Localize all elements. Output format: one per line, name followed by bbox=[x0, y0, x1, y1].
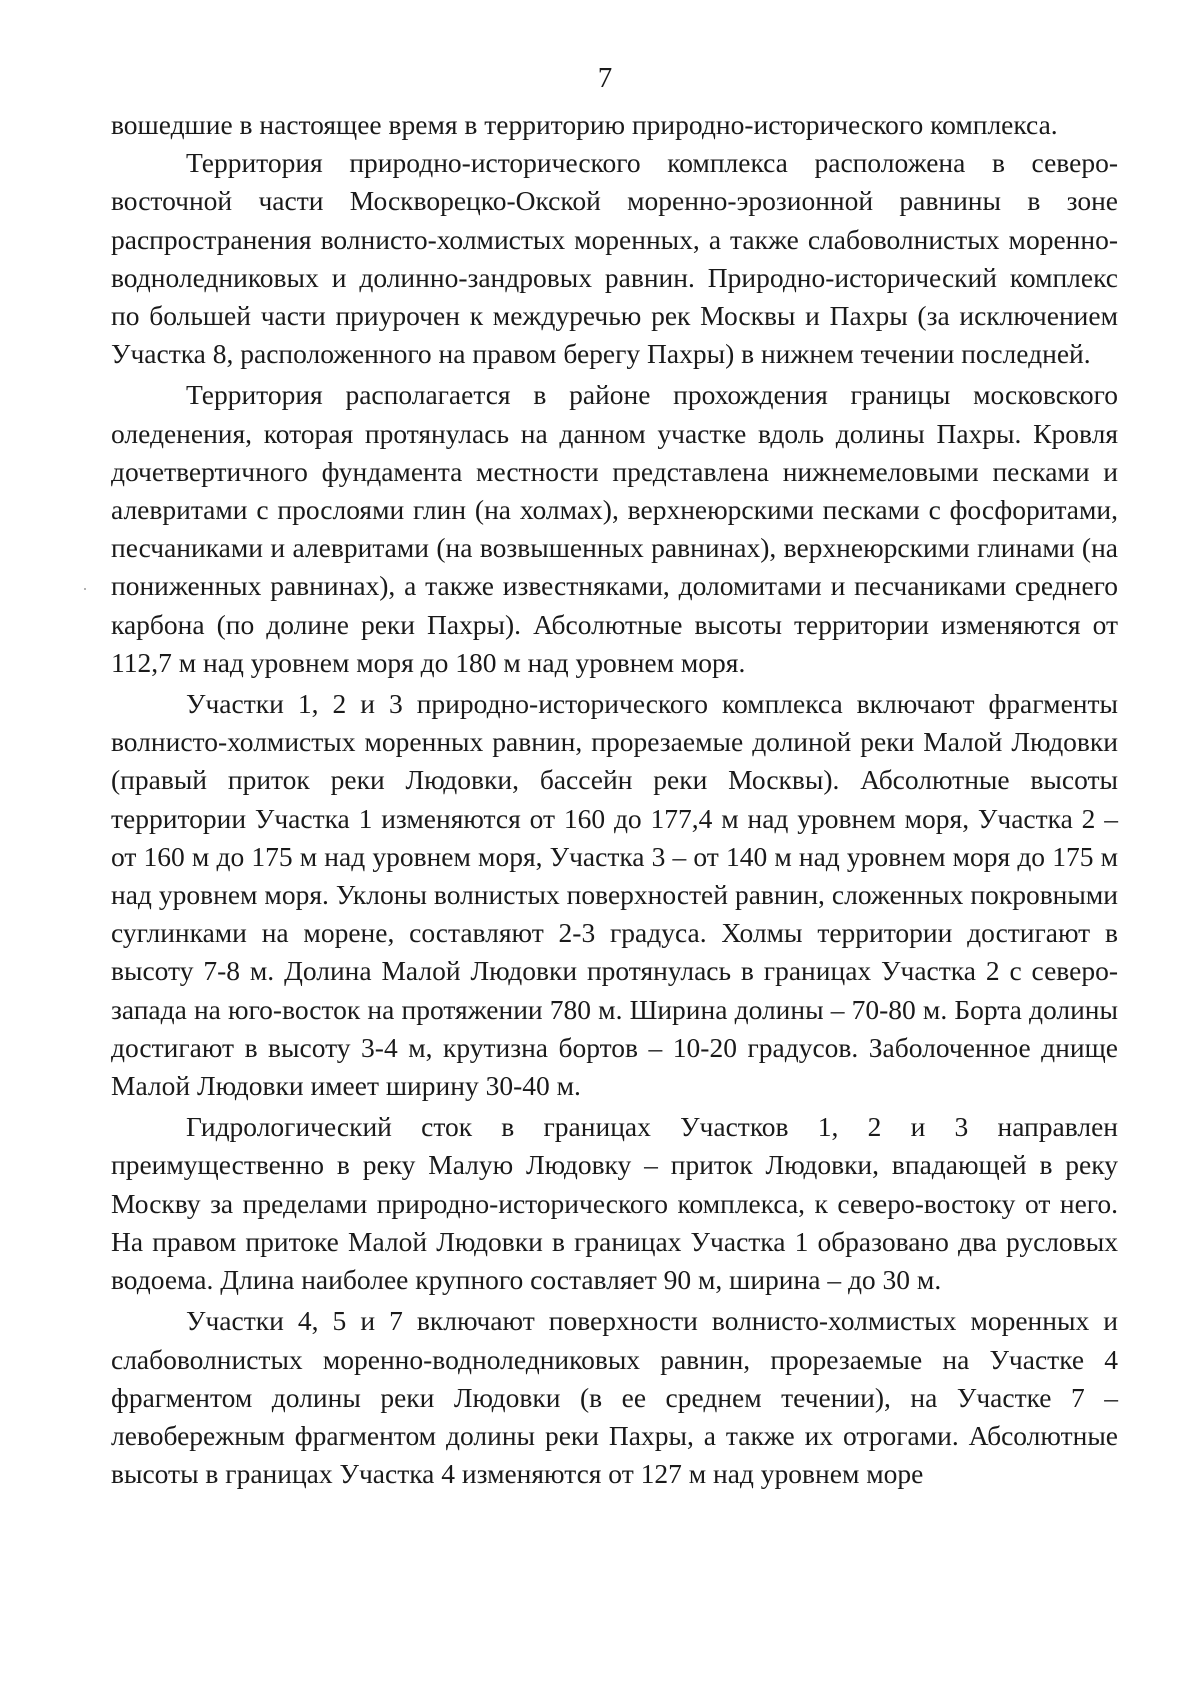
scan-speck bbox=[84, 588, 86, 590]
body-text bbox=[111, 106, 1118, 1493]
paragraph-sites-4-5-7: Участки 4, 5 и 7 включают поверхности волнисто-холмистых моренных и слабоволнистых моренно-водноледниковых равнин, прорезаемые на Участке 4 фрагментом долины реки Людовки (в ее среднем течении), на Участке 7 – левобережным фрагментом долины реки Пахры, а также их отрогами. Абсолютные высоты в границах Участка 4 изменяются от 127 м над уровнем море bbox=[111, 1305, 1118, 1490]
paragraph-geology: Территория располагается в районе прохождения границы московского оледенения, которая протянулась на данном участке вдоль долины Пахры. Кровля дочетвертичного фундамента местности представлена нижнемеловыми песками и алевритами с прослоями глин (на холмах), верхнеюрскими песками с фосфоритами, песчаниками и алевритами (на возвышенных равнинах), верхнеюрскими глинами (на пониженных равнинах), а также известняками, доломитами и песчаниками среднего карбона (по долине реки Пахры). Абсолютные высоты территории изменяются от 112,7 м над уровнем моря до 180 м над уровнем моря. bbox=[111, 379, 1118, 678]
paragraph-continuation: вошедшие в настоящее время в территорию природно-исторического комплекса. bbox=[111, 109, 1058, 140]
paragraph-sites-1-2-3: Участки 1, 2 и 3 природно-исторического комплекса включают фрагменты волнисто-холмистых моренных равнин, прорезаемые долиной реки Малой Людовки (правый приток реки Людовки, бассейн реки Москвы). Абсолютные высоты территории Участка 1 изменяются от 160 до 177,4 м над уровнем моря, Участка 2 – от 160 м до 175 м над уровнем моря, Участка 3 – от 140 м над уровнем моря до 175 м над уровнем моря. Уклоны волнистых поверхностей равнин, сложенных покровными суглинками на морене, составляют 2-3 градуса. Холмы территории достигают в высоту 7-8 м. Долина Малой Людовки протянулась в границах Участка 2 с северо-запада на юго-восток на протяжении 780 м. Ширина долины – 70-80 м. Борта долины достигают в высоту 3-4 м, крутизна бортов – 10-20 градусов. Заболоченное днище Малой Людовки имеет ширину 30-40 м. bbox=[111, 688, 1118, 1102]
page-number: 7 bbox=[597, 62, 613, 94]
paragraph-territory-location: Территория природно-исторического комплекса расположена в северо-восточной части Москворецко-Окской моренно-эрозионной равнины в зоне распространения волнисто-холмистых моренных, а также слабоволнистых моренно-водноледниковых и долинно-зандровых равнин. Природно-исторический комплекс по большей части приурочен к междуречью рек Москвы и Пахры (за исключением Участка 8, расположенного на правом берегу Пахры) в нижнем течении последней. bbox=[111, 147, 1118, 370]
paragraph-hydrology: Гидрологический сток в границах Участков 1, 2 и 3 направлен преимущественно в реку Малую Людовку – приток Людовки, впадающей в реку Москву за пределами природно-исторического комплекса, к северо-востоку от него. На правом притоке Малой Людовки в границах Участка 1 образовано два русловых водоема. Длина наиболее крупного составляет 90 м, ширина – до 30 м. bbox=[111, 1111, 1118, 1296]
